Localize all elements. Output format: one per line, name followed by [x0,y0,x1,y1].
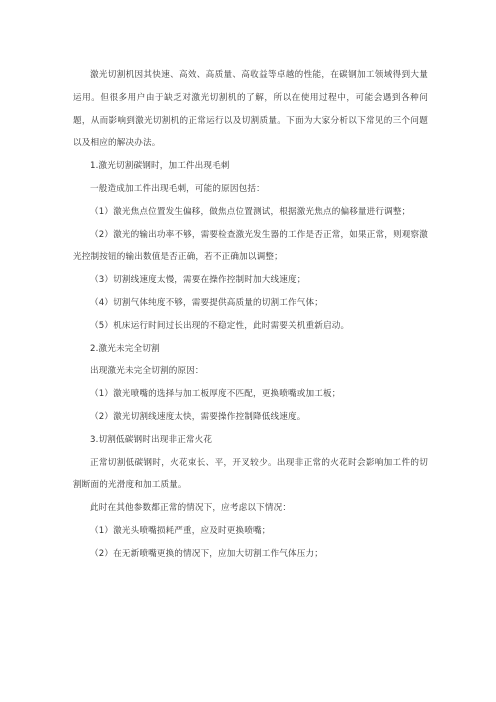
section-3-heading: 3.切割低碳钢时出现非正常火花 [90,434,213,445]
section-1-item-5: （5）机床运行时间过长出现的不稳定性，此时需要关机重新启动。 [90,320,350,331]
intro-paragraph: 激光切割机因其快速、高效、高质量、高收益等卓越的性能，在碳钢加工领域得到大量运用。但很多用户由于缺乏对激光切割机的了解，所以在使用过程中，可能会遇到各种问题，从而影响到激光切割机的正常运行以及切割质量。下面为大家分析以下常见的三个问题以及相应的解决办法。 [73,70,428,149]
section-3-condition: 此时在其他参数都正常的情况下，应考虑以下情况： [90,503,292,514]
section-3-intro: 正常切割低碳钢时，火花束长、平，开叉较少。出现非正常的火花时会影响加工件的切割断面的光滑度和加工质量。 [73,457,428,491]
section-1-item-4: （4）切割气体纯度不够，需要提供高质量的切割工作气体； [90,297,323,308]
section-2-intro: 出现激光未完全切割的原因： [90,366,204,377]
section-2-heading: 2.激光未完全切割 [90,343,160,354]
section-3-item-1: （1）激光头喷嘴损耗严重，应及时更换喷嘴； [90,525,271,536]
section-2-item-2: （2）激光切割线速度太快，需要操作控制降低线速度。 [90,411,306,422]
section-1-item-1: （1）激光焦点位置发生偏移，做焦点位置测试，根据激光焦点的偏移量进行调整； [90,206,411,217]
section-3-item-2: （2）在无新喷嘴更换的情况下，应加大切割工作气体压力； [90,548,323,559]
document-body [73,64,428,566]
section-1-intro: 一般造成加工件出现毛刺，可能的原因包括： [90,183,265,194]
section-2-item-1: （1）激光喷嘴的选择与加工板厚度不匹配，更换喷嘴或加工板； [90,389,341,400]
section-1-item-2: （2）激光的输出功率不够，需要检查激光发生器的工作是否正常，如果正常，则观察激光控制按钮的输出数值是否正确，若不正确加以调整； [73,229,428,263]
section-1-heading: 1.激光切割碳钢时，加工件出现毛刺 [90,161,230,172]
section-1-item-3: （3）切割线速度太慢，需要在操作控制时加大线速度； [90,275,306,286]
